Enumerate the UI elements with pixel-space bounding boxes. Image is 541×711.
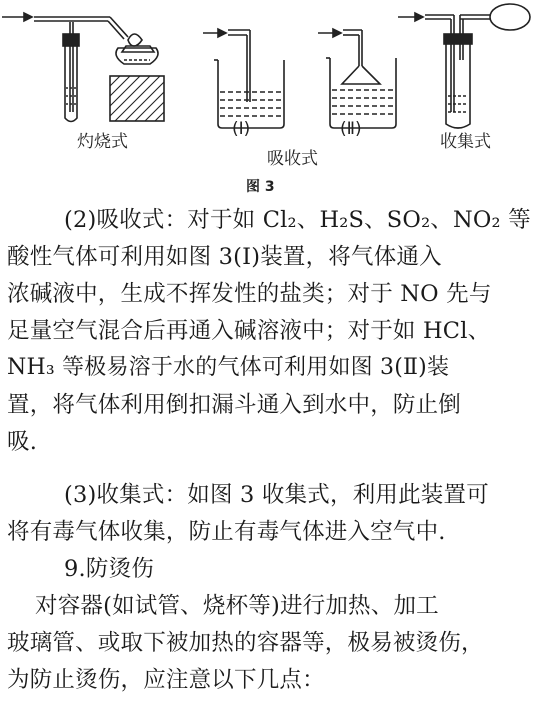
apparatus-drawing — [0, 0, 541, 200]
absorb-apparatus-2 — [318, 29, 396, 128]
text-line: (3)收集式：如图 3 收集式，利用此装置可 — [64, 482, 489, 508]
text-line: 吸. — [7, 429, 38, 455]
label-collect: 收集式 — [440, 132, 491, 152]
label-absorb-2: (Ⅱ) — [340, 119, 362, 139]
text-line: 将有毒气体收集，防止有毒气体进入空气中. — [7, 519, 446, 545]
text-line: NH₃ 等极易溶于水的气体可利用如图 3(Ⅱ)装 — [7, 355, 450, 380]
burning-apparatus — [2, 13, 164, 122]
figure-caption: 图 3 — [246, 179, 275, 195]
text-line: 酸性气体可利用如图 3(Ⅰ)装置，将气体通入 — [7, 244, 442, 270]
text-line: 置，将气体利用倒扣漏斗通入到水中，防止倒 — [7, 392, 462, 418]
apparatus-figure — [0, 0, 541, 200]
text-line: (2)吸收式：对于如 Cl₂、H₂S、SO₂、NO₂ 等 — [64, 207, 531, 233]
text-line: 玻璃管、或取下被加热的容器等，极易被烫伤， — [7, 630, 484, 656]
text-line: 为防止烫伤，应注意以下几点： — [7, 667, 325, 693]
text-line: 浓碱液中，生成不挥发性的盐类；对于 NO 先与 — [7, 281, 492, 307]
label-absorb-1: (Ⅰ) — [232, 119, 251, 139]
label-absorb-group: 吸收式 — [267, 149, 318, 169]
text-line: 对容器(如试管、烧杯等)进行加热、加工 — [35, 593, 439, 619]
label-burning: 灼烧式 — [77, 132, 128, 152]
absorb-apparatus-1 — [203, 29, 284, 128]
collect-apparatus — [398, 4, 530, 128]
text-line: 足量空气混合后再通入碱溶液中；对于如 HCl、 — [7, 318, 491, 344]
section-heading: 9.防烫伤 — [64, 556, 154, 582]
